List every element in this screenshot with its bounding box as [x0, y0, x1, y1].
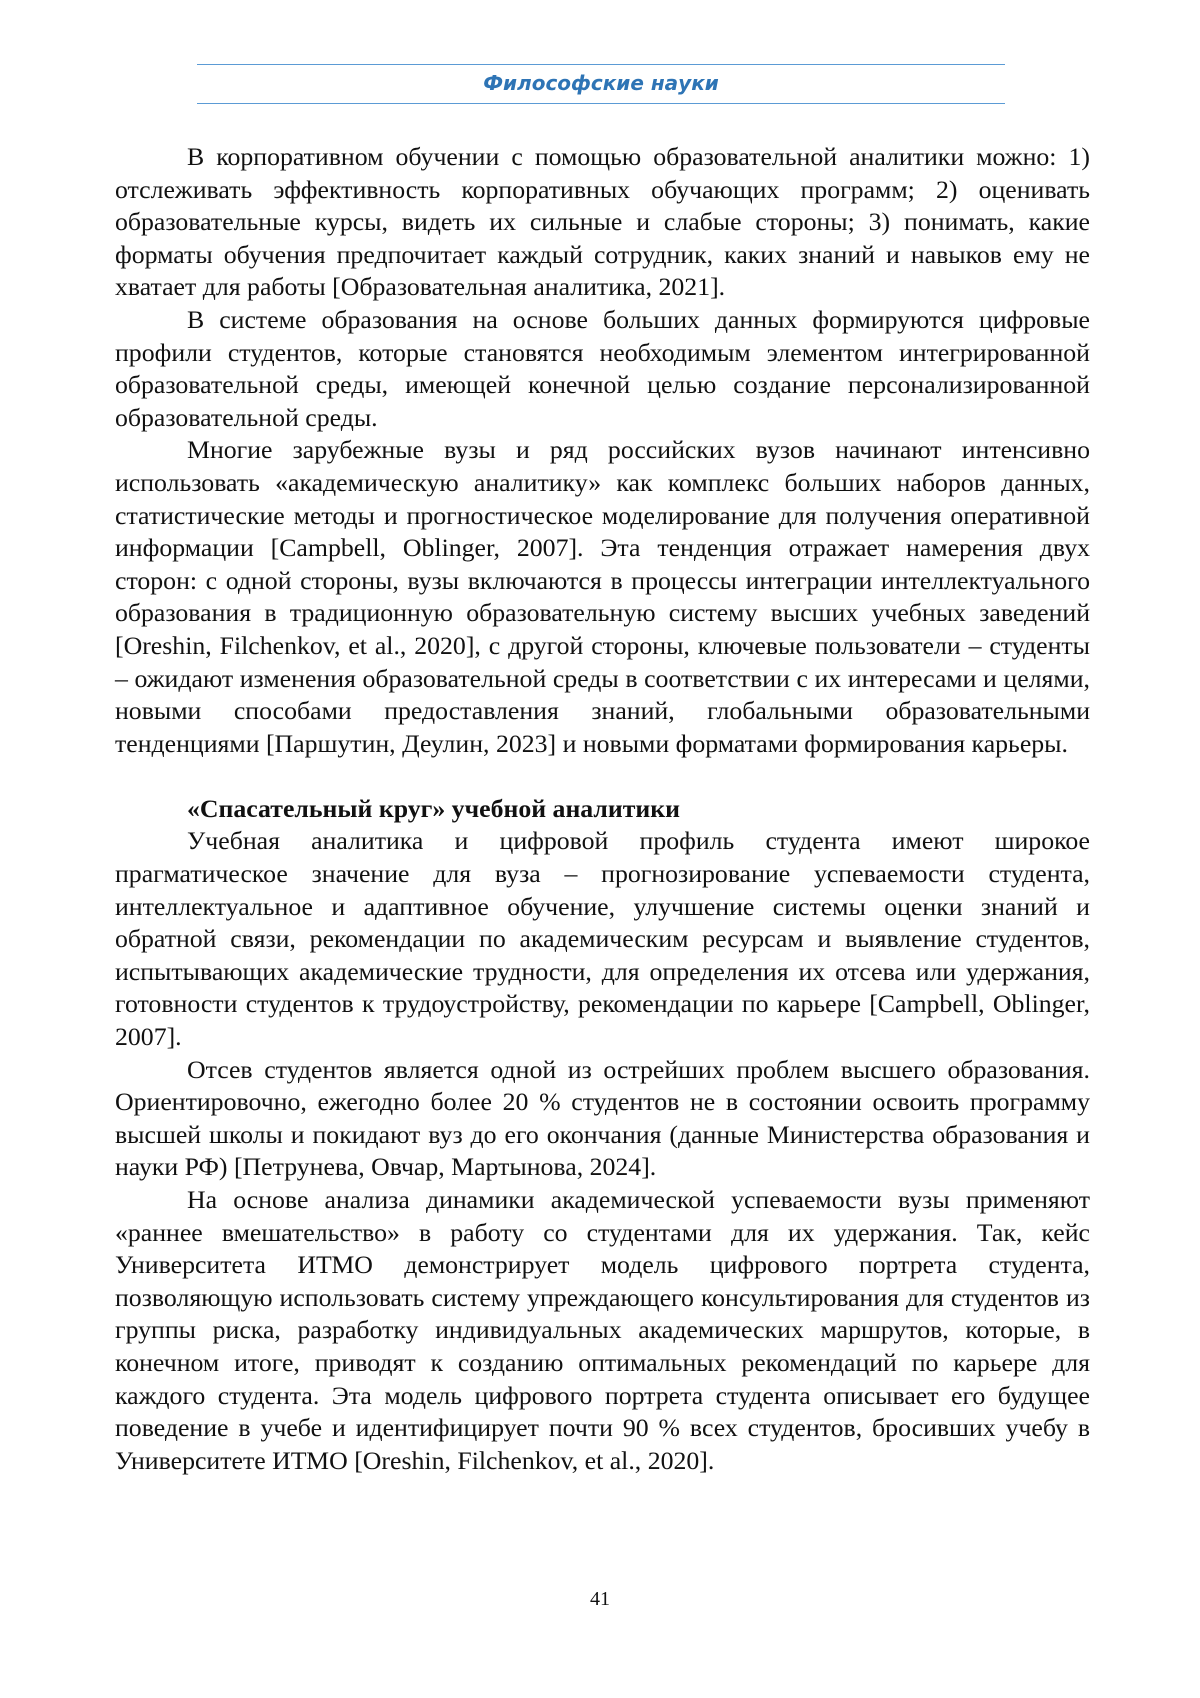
paragraph: Многие зарубежные вузы и ряд российских вузов начинают интенсивно использовать «академическую аналитику» как комплекс больших наборов данных, статистические методы и прогностическое моделирование для получения оперативной информации [Campbell, Oblinger, 2007]. Эта тенденция отражает намерения двух сторон: с одной стороны, вузы включаются в процессы интеграции интеллектуального образования в традиционную образовательную систему высших учебных заведений [Oreshin, Filchenkov, et al., 2020], с другой стороны, ключевые пользователи – студенты – ожидают изменения образовательной среды в соответствии с их интересами и целями, новыми способами предоставления знаний, глобальными образовательными тенденциями [Паршутин, Деулин, 2023] и новыми форматами формирования карьеры.	[115, 434, 1090, 760]
paragraph: Отсев студентов является одной из острейших проблем высшего образования. Ориентировочно, ежегодно более 20 % студентов не в состоянии освоить программу высшей школы и покидают вуз до его окончания (данные Министерства образования и науки РФ) [Петрунева, Овчар, Мартынова, 2024].	[115, 1054, 1090, 1184]
document-page	[0, 0, 1200, 1698]
section-heading: «Спасательный круг» учебной аналитики	[115, 793, 1090, 826]
page-body	[115, 141, 1090, 1477]
section-spacer	[115, 760, 1090, 793]
journal-section-title: Философские науки	[483, 71, 719, 95]
paragraph: На основе анализа динамики академической успеваемости вузы применяют «раннее вмешательство» в работу со студентами для их удержания. Так, кейс Университета ИТМО демонстрирует модель цифрового портрета студента, позволяющую использовать систему упреждающего консультирования для студентов из группы риска, разработку индивидуальных академических маршрутов, которые, в конечном итоге, приводят к созданию оптимальных рекомендаций по карьере для каждого студента. Эта модель цифрового портрета студента описывает его будущее поведение в учебе и идентифицирует почти 90 % всех студентов, бросивших учебу в Университете ИТМО [Oreshin, Filchenkov, et al., 2020].	[115, 1184, 1090, 1477]
paragraph: В корпоративном обучении с помощью образовательной аналитики можно: 1) отслеживать эффективность корпоративных обучающих программ; 2) оценивать образовательные курсы, видеть их сильные и слабые стороны; 3) понимать, какие форматы обучения предпочитает каждый сотрудник, каких знаний и навыков ему не хватает для работы [Образовательная аналитика, 2021].	[115, 141, 1090, 304]
running-header	[197, 64, 1005, 104]
paragraph: Учебная аналитика и цифровой профиль студента имеют широкое прагматическое значение для вуза – прогнозирование успеваемости студента, интеллектуальное и адаптивное обучение, улучшение системы оценки знаний и обратной связи, рекомендации по академическим ресурсам и выявление студентов, испытывающих академические трудности, для определения их отсева или удержания, готовности студентов к трудоустройству, рекомендации по карьере [Campbell, Oblinger, 2007].	[115, 825, 1090, 1053]
page-number: 41	[0, 1588, 1200, 1611]
paragraph: В системе образования на основе больших данных формируются цифровые профили студентов, которые становятся необходимым элементом интегрированной образовательной среды, имеющей конечной целью создание персонализированной образовательной среды.	[115, 304, 1090, 434]
